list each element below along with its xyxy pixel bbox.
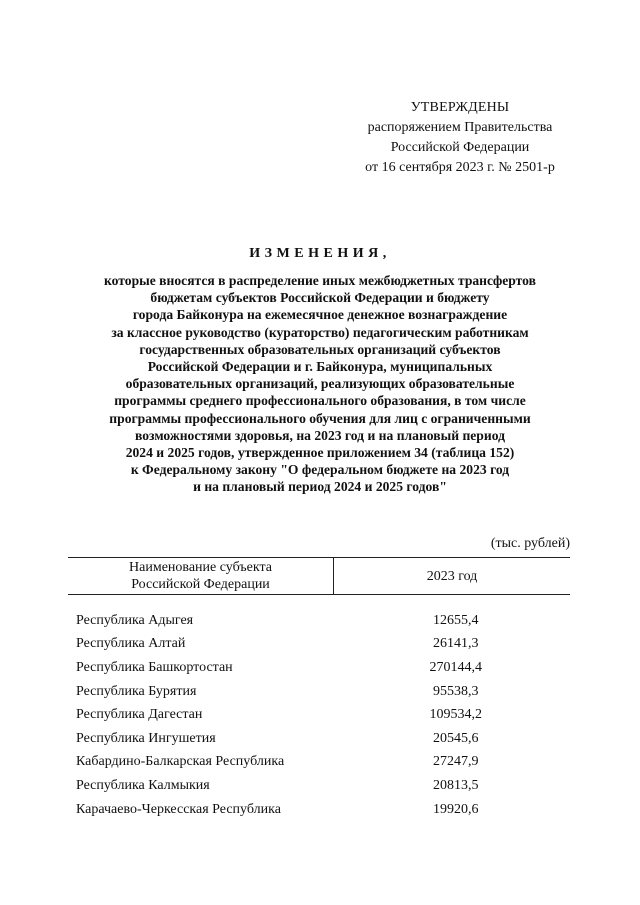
amount-value: 109534,2 bbox=[429, 707, 482, 723]
table-row bbox=[68, 798, 570, 822]
subheading-line: и на плановый период 2024 и 2025 годов" bbox=[193, 479, 447, 495]
amount-value: 270144,4 bbox=[429, 659, 482, 675]
subject-name: Республика Бурятия bbox=[76, 683, 197, 699]
allocation-table bbox=[68, 557, 570, 821]
subheading-line: за классное руководство (кураторство) педагогическим работникам bbox=[111, 324, 529, 340]
approval-line: Российской Федерации bbox=[390, 140, 530, 155]
table-row bbox=[68, 774, 570, 798]
subject-name: Республика Дагестан bbox=[76, 707, 203, 723]
subheading-line: бюджетам субъектов Российской Федерации и бюджету bbox=[150, 290, 490, 306]
amount-value: 20545,6 bbox=[433, 730, 479, 746]
table-row bbox=[68, 727, 570, 751]
amount-value: 26141,3 bbox=[433, 636, 479, 652]
amount-value: 95538,3 bbox=[433, 683, 479, 699]
header-year: 2023 год bbox=[334, 558, 571, 595]
subject-name: Республика Калмыкия bbox=[76, 777, 210, 793]
subheading-line: города Байконура на ежемесячное денежное вознаграждение bbox=[132, 307, 508, 323]
approval-date: от 16 сентября 2023 г. № 2501-р bbox=[365, 160, 555, 175]
amount-value: 12655,4 bbox=[433, 612, 479, 628]
amount-value: 27247,9 bbox=[433, 754, 479, 770]
subject-name: Карачаево-Черкесская Республика bbox=[76, 801, 281, 817]
header-subject-line1: Наименование субъекта bbox=[129, 560, 272, 575]
subheading-line: программы профессионального обучения для лиц с ограниченными bbox=[109, 410, 531, 426]
subheading-line: государственных образовательных организаций субъектов bbox=[139, 341, 501, 357]
table-row bbox=[68, 751, 570, 775]
table-row bbox=[68, 680, 570, 704]
subheading-line: 2024 и 2025 годов, утвержденное приложением 34 (таблица 152) bbox=[125, 445, 515, 461]
table-row bbox=[68, 703, 570, 727]
subheading-line: которые вносятся в распределение иных межбюджетных трансфертов bbox=[104, 273, 536, 288]
header-subject-name bbox=[68, 558, 334, 595]
subject-name: Республика Адыгея bbox=[76, 612, 194, 628]
subheading-line: программы среднего профессионального образования, в том числе bbox=[114, 393, 526, 409]
approval-block bbox=[340, 98, 580, 178]
subject-name: Кабардино-Балкарская Республика bbox=[76, 754, 285, 770]
approval-title: УТВЕРЖДЕНЫ bbox=[410, 100, 510, 115]
subject-name: Республика Алтай bbox=[76, 636, 186, 652]
amount-value: 19920,6 bbox=[433, 801, 479, 817]
approval-line: распоряжением Правительства bbox=[367, 120, 553, 135]
units-label: (тыс. рублей) bbox=[490, 536, 570, 551]
subject-name: Республика Ингушетия bbox=[76, 730, 216, 746]
header-subject-line2: Российской Федерации bbox=[131, 577, 270, 592]
subheading-line: возможностями здоровья, на 2023 год и на плановый период bbox=[135, 427, 505, 443]
amount-value: 20813,5 bbox=[433, 777, 479, 793]
subheading-line: к Федеральному закону "О федеральном бюджете на 2023 год bbox=[130, 462, 510, 478]
document-heading: ИЗМЕНЕНИЯ, bbox=[249, 246, 391, 261]
document-subheading bbox=[60, 272, 580, 496]
table-header-row bbox=[68, 558, 570, 595]
table-row bbox=[68, 656, 570, 680]
subheading-line: образовательных организаций, реализующих образовательные bbox=[125, 376, 515, 392]
table-row bbox=[68, 633, 570, 657]
subheading-line: Российской Федерации и г. Байконура, муниципальных bbox=[147, 359, 493, 375]
table-row bbox=[68, 595, 570, 633]
subject-name: Республика Башкортостан bbox=[76, 659, 233, 675]
